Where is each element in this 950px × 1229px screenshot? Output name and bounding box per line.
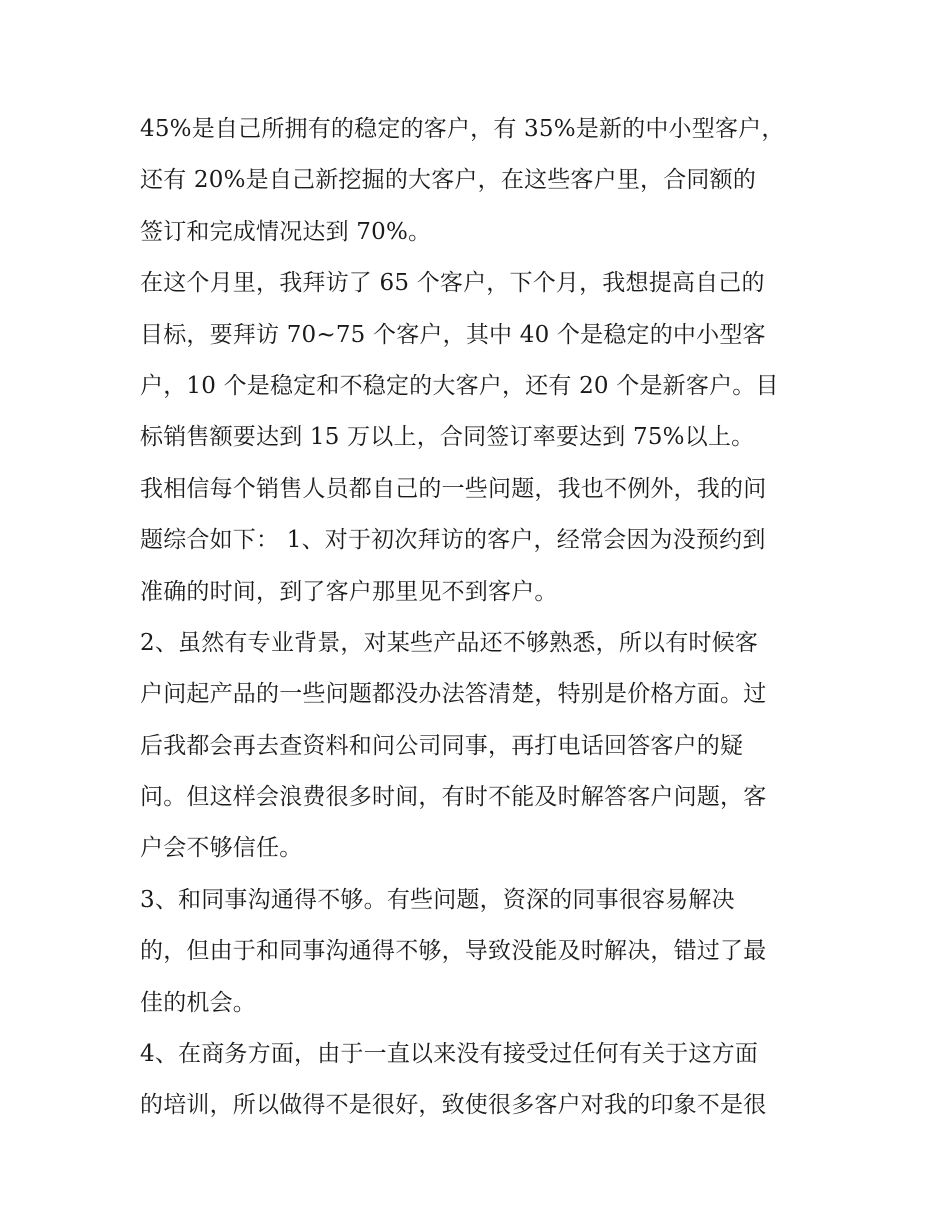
text-line: 问。但这样会浪费很多时间，有时不能及时解答客户问题，客 [140,784,767,811]
text-line: 户会不够信任。 [140,835,303,862]
text-line: 题综合如下： 1、对于初次拜访的客户，经常会因为没预约到 [140,527,766,554]
text-line: 我相信每个销售人员都自己的一些问题，我也不例外，我的问 [140,475,767,502]
text-line: 在这个月里，我拜访了 65 个客户，下个月，我想提高自己的 [140,270,765,297]
text-line: 准确的时间，到了客户那里见不到客户。 [140,578,558,605]
document-body [140,104,820,1132]
text-line: 的，但由于和同事沟通得不够，导致没能及时解决，错过了最 [140,938,767,965]
text-line: 户，10 个是稳定和不稳定的大客户，还有 20 个是新客户。目 [140,372,779,399]
text-line: 户问起产品的一些问题都没办法答清楚，特别是价格方面。过 [140,681,767,708]
text-line: 45%是自己所拥有的稳定的客户，有 35%是新的中小型客户， [140,116,785,142]
text-line: 3、和同事沟通得不够。有些问题，资深的同事很容易解决 [140,886,735,913]
text-line: 标销售额要达到 15 万以上，合同签订率要达到 75%以上。 [140,424,755,451]
text-line: 2、虽然有专业背景，对某些产品还不够熟悉，所以有时候客 [140,629,759,656]
text-line: 4、在商务方面，由于一直以来没有接受过任何有关于这方面 [140,1041,759,1068]
text-line: 签订和完成情况达到 70%。 [140,218,432,245]
text-line: 后我都会再去查资料和问公司同事，再打电话回答客户的疑 [140,732,744,759]
text-line: 的培训，所以做得不是很好，致使很多客户对我的印象不是很 [140,1092,767,1119]
text-line: 佳的机会。 [140,989,256,1016]
text-line: 还有 20%是自己新挖掘的大客户，在这些客户里，合同额的 [140,167,757,194]
text-line: 目标，要拜访 70~75 个客户，其中 40 个是稳定的中小型客 [140,321,766,348]
